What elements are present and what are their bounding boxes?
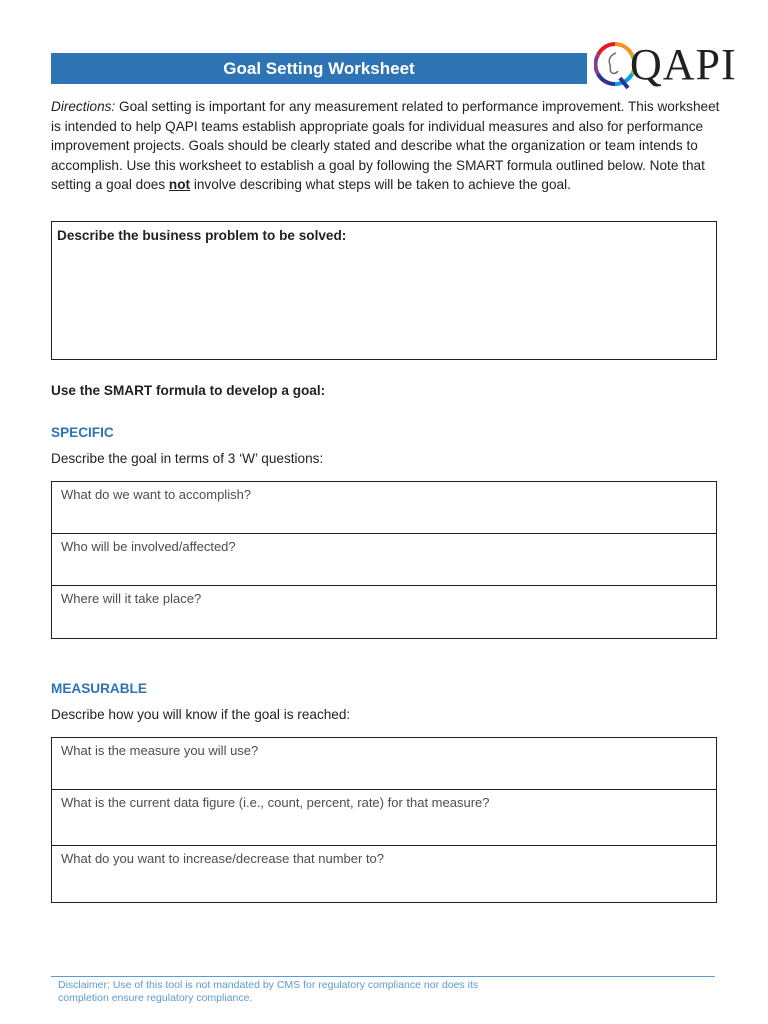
directions-label: Directions:: [51, 99, 116, 114]
specific-questions-table: [51, 481, 717, 639]
measurable-question-field[interactable]: What is the measure you will use?: [52, 738, 716, 790]
specific-question-field[interactable]: Who will be involved/affected?: [52, 534, 716, 586]
smart-heading: Use the SMART formula to develop a goal:: [51, 383, 326, 398]
qapi-logo: [594, 40, 737, 90]
measurable-questions-table: [51, 737, 717, 903]
business-problem-field[interactable]: [51, 221, 717, 360]
footer-disclaimer: Disclaimer: Use of this tool is not mandated by CMS for regulatory compliance nor does its completion ensure regulatory compliance.: [58, 979, 479, 1004]
directions-text-before: Goal setting is important for any measurement related to performance improvement. This worksheet is intended to help QAPI teams establish appropriate goals for individual measures and also for performance improvement projects. Goals should be clearly stated and describe what the organization or team intends to accomplish. Use this worksheet to establish a goal by following the SMART formula outlined below. Note that setting a goal does: [51, 99, 720, 192]
measurable-question-field[interactable]: What is the current data figure (i.e., count, percent, rate) for that measure?: [52, 790, 716, 846]
specific-question-field[interactable]: Where will it take place?: [61, 591, 202, 606]
specific-question-field[interactable]: What do we want to accomplish?: [52, 482, 716, 534]
worksheet-title-bar: [51, 53, 587, 84]
directions-text-after: involve describing what steps will be taken to achieve the goal.: [190, 177, 571, 192]
measurable-section-description: Describe how you will know if the goal is reached:: [51, 707, 351, 722]
logo-text: QAPI: [630, 40, 737, 89]
page-title: Goal Setting Worksheet: [223, 59, 415, 78]
measurable-section-title: MEASURABLE: [51, 681, 147, 696]
measurable-question-field[interactable]: What do you want to increase/decrease that number to?: [61, 851, 385, 866]
specific-section-description: Describe the goal in terms of 3 ‘W’ questions:: [51, 451, 324, 466]
directions-paragraph: [51, 97, 721, 195]
business-problem-label: Describe the business problem to be solved:: [57, 228, 347, 243]
footer-divider: [51, 976, 715, 977]
directions-emphasis: not: [168, 177, 191, 192]
specific-section-title: SPECIFIC: [51, 425, 114, 440]
